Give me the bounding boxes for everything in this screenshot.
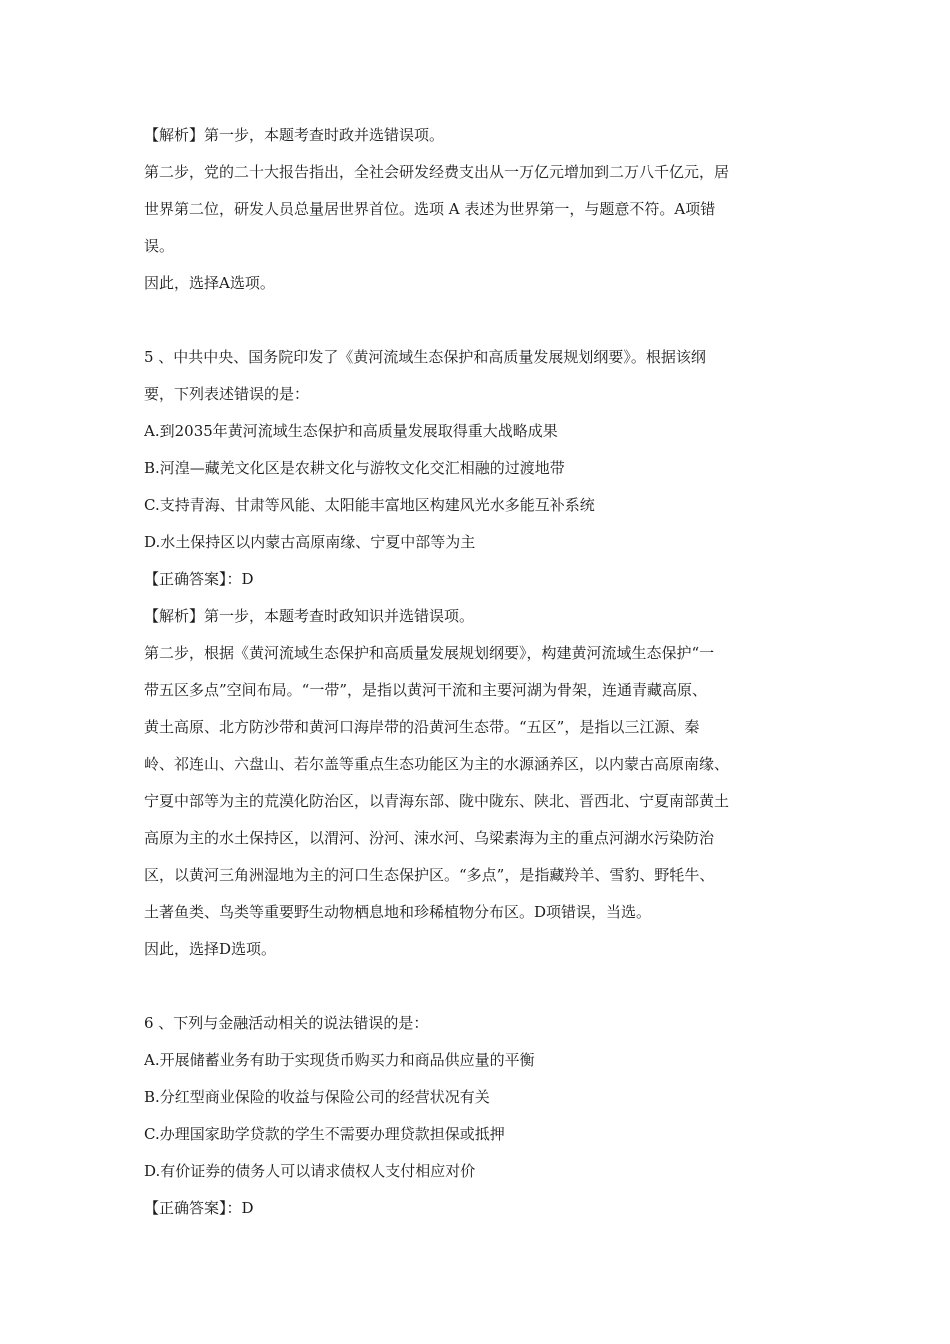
spacer xyxy=(144,302,816,339)
q4-analysis xyxy=(144,117,816,302)
q5-analysis-line: 区，以黄河三角洲湿地为主的河口生态保护区。“多点”，是指藏羚羊、雪豹、野牦牛、 xyxy=(144,866,715,884)
q5-analysis-line: 高原为主的水土保持区，以渭河、汾河、涑水河、乌梁素海为主的重点河湖水污染防治 xyxy=(144,829,715,847)
q6-stem: 6 、下列与金融活动相关的说法错误的是： xyxy=(144,1014,429,1032)
q5-correct-answer: 【正确答案】：D xyxy=(144,570,254,588)
q6-option-d: D.有价证券的债务人可以请求债权人支付相应对价 xyxy=(144,1162,476,1180)
question-6 xyxy=(144,1005,816,1227)
q5-option-a: A.到2035年黄河流域生态保护和高质量发展取得重大战略成果 xyxy=(144,422,558,440)
q5-analysis-line: 土著鱼类、鸟类等重要野生动物栖息地和珍稀植物分布区。D项错误，当选。 xyxy=(144,903,652,921)
q6-option-a: A.开展储蓄业务有助于实现货币购买力和商品供应量的平衡 xyxy=(144,1051,535,1069)
q5-option-c: C.支持青海、甘肃等风能、太阳能丰富地区构建风光水多能互补系统 xyxy=(144,496,595,514)
q5-analysis-line: 【解析】第一步，本题考查时政知识并选错误项。 xyxy=(144,607,475,625)
q5-analysis-line: 第二步，根据《黄河流域生态保护和高质量发展规划纲要》，构建黄河流域生态保护“一 xyxy=(144,644,715,662)
q5-stem-line1: 5 、中共中央、国务院印发了《黄河流域生态保护和高质量发展规划纲要》。根据该纲 xyxy=(144,348,706,366)
q5-analysis-line: 黄土高原、北方防沙带和黄河口海岸带的沿黄河生态带。“五区”，是指以三江源、秦 xyxy=(144,718,700,736)
q4-analysis-step1: 【解析】第一步，本题考查时政并选错误项。 xyxy=(144,126,445,144)
q4-analysis-step2-line2: 世界第二位，研发人员总量居世界首位。选项 A 表述为世界第一，与题意不符。A项错 xyxy=(144,200,716,218)
q5-analysis-line: 岭、祁连山、六盘山、若尔盖等重点生态功能区为主的水源涵养区，以内蒙古高原南缘、 xyxy=(144,755,730,773)
q5-stem-line2: 要，下列表述错误的是： xyxy=(144,385,310,403)
document-page xyxy=(144,117,816,1227)
q5-conclusion: 因此，选择D选项。 xyxy=(144,940,277,958)
q4-analysis-step2-line3: 误。 xyxy=(144,237,175,255)
spacer xyxy=(144,968,816,1005)
q4-conclusion: 因此，选择A选项。 xyxy=(144,274,275,292)
q6-option-b: B.分红型商业保险的收益与保险公司的经营状况有关 xyxy=(144,1088,490,1106)
q6-correct-answer: 【正确答案】：D xyxy=(144,1199,254,1217)
q5-option-d: D.水土保持区以内蒙古高原南缘、宁夏中部等为主 xyxy=(144,533,476,551)
q5-analysis-line: 带五区多点”空间布局。“一带”，是指以黄河干流和主要河湖为骨架，连通青藏高原、 xyxy=(144,681,708,699)
q5-option-b: B.河湟—藏羌文化区是农耕文化与游牧文化交汇相融的过渡地带 xyxy=(144,459,565,477)
q5-analysis-line: 宁夏中部等为主的荒漠化防治区，以青海东部、陇中陇东、陕北、晋西北、宁夏南部黄土 xyxy=(144,792,730,810)
question-5 xyxy=(144,339,816,968)
q6-option-c: C.办理国家助学贷款的学生不需要办理贷款担保或抵押 xyxy=(144,1125,505,1143)
q4-analysis-step2-line1: 第二步，党的二十大报告指出，全社会研发经费支出从一万亿元增加到二万八千亿元，居 xyxy=(144,163,730,181)
